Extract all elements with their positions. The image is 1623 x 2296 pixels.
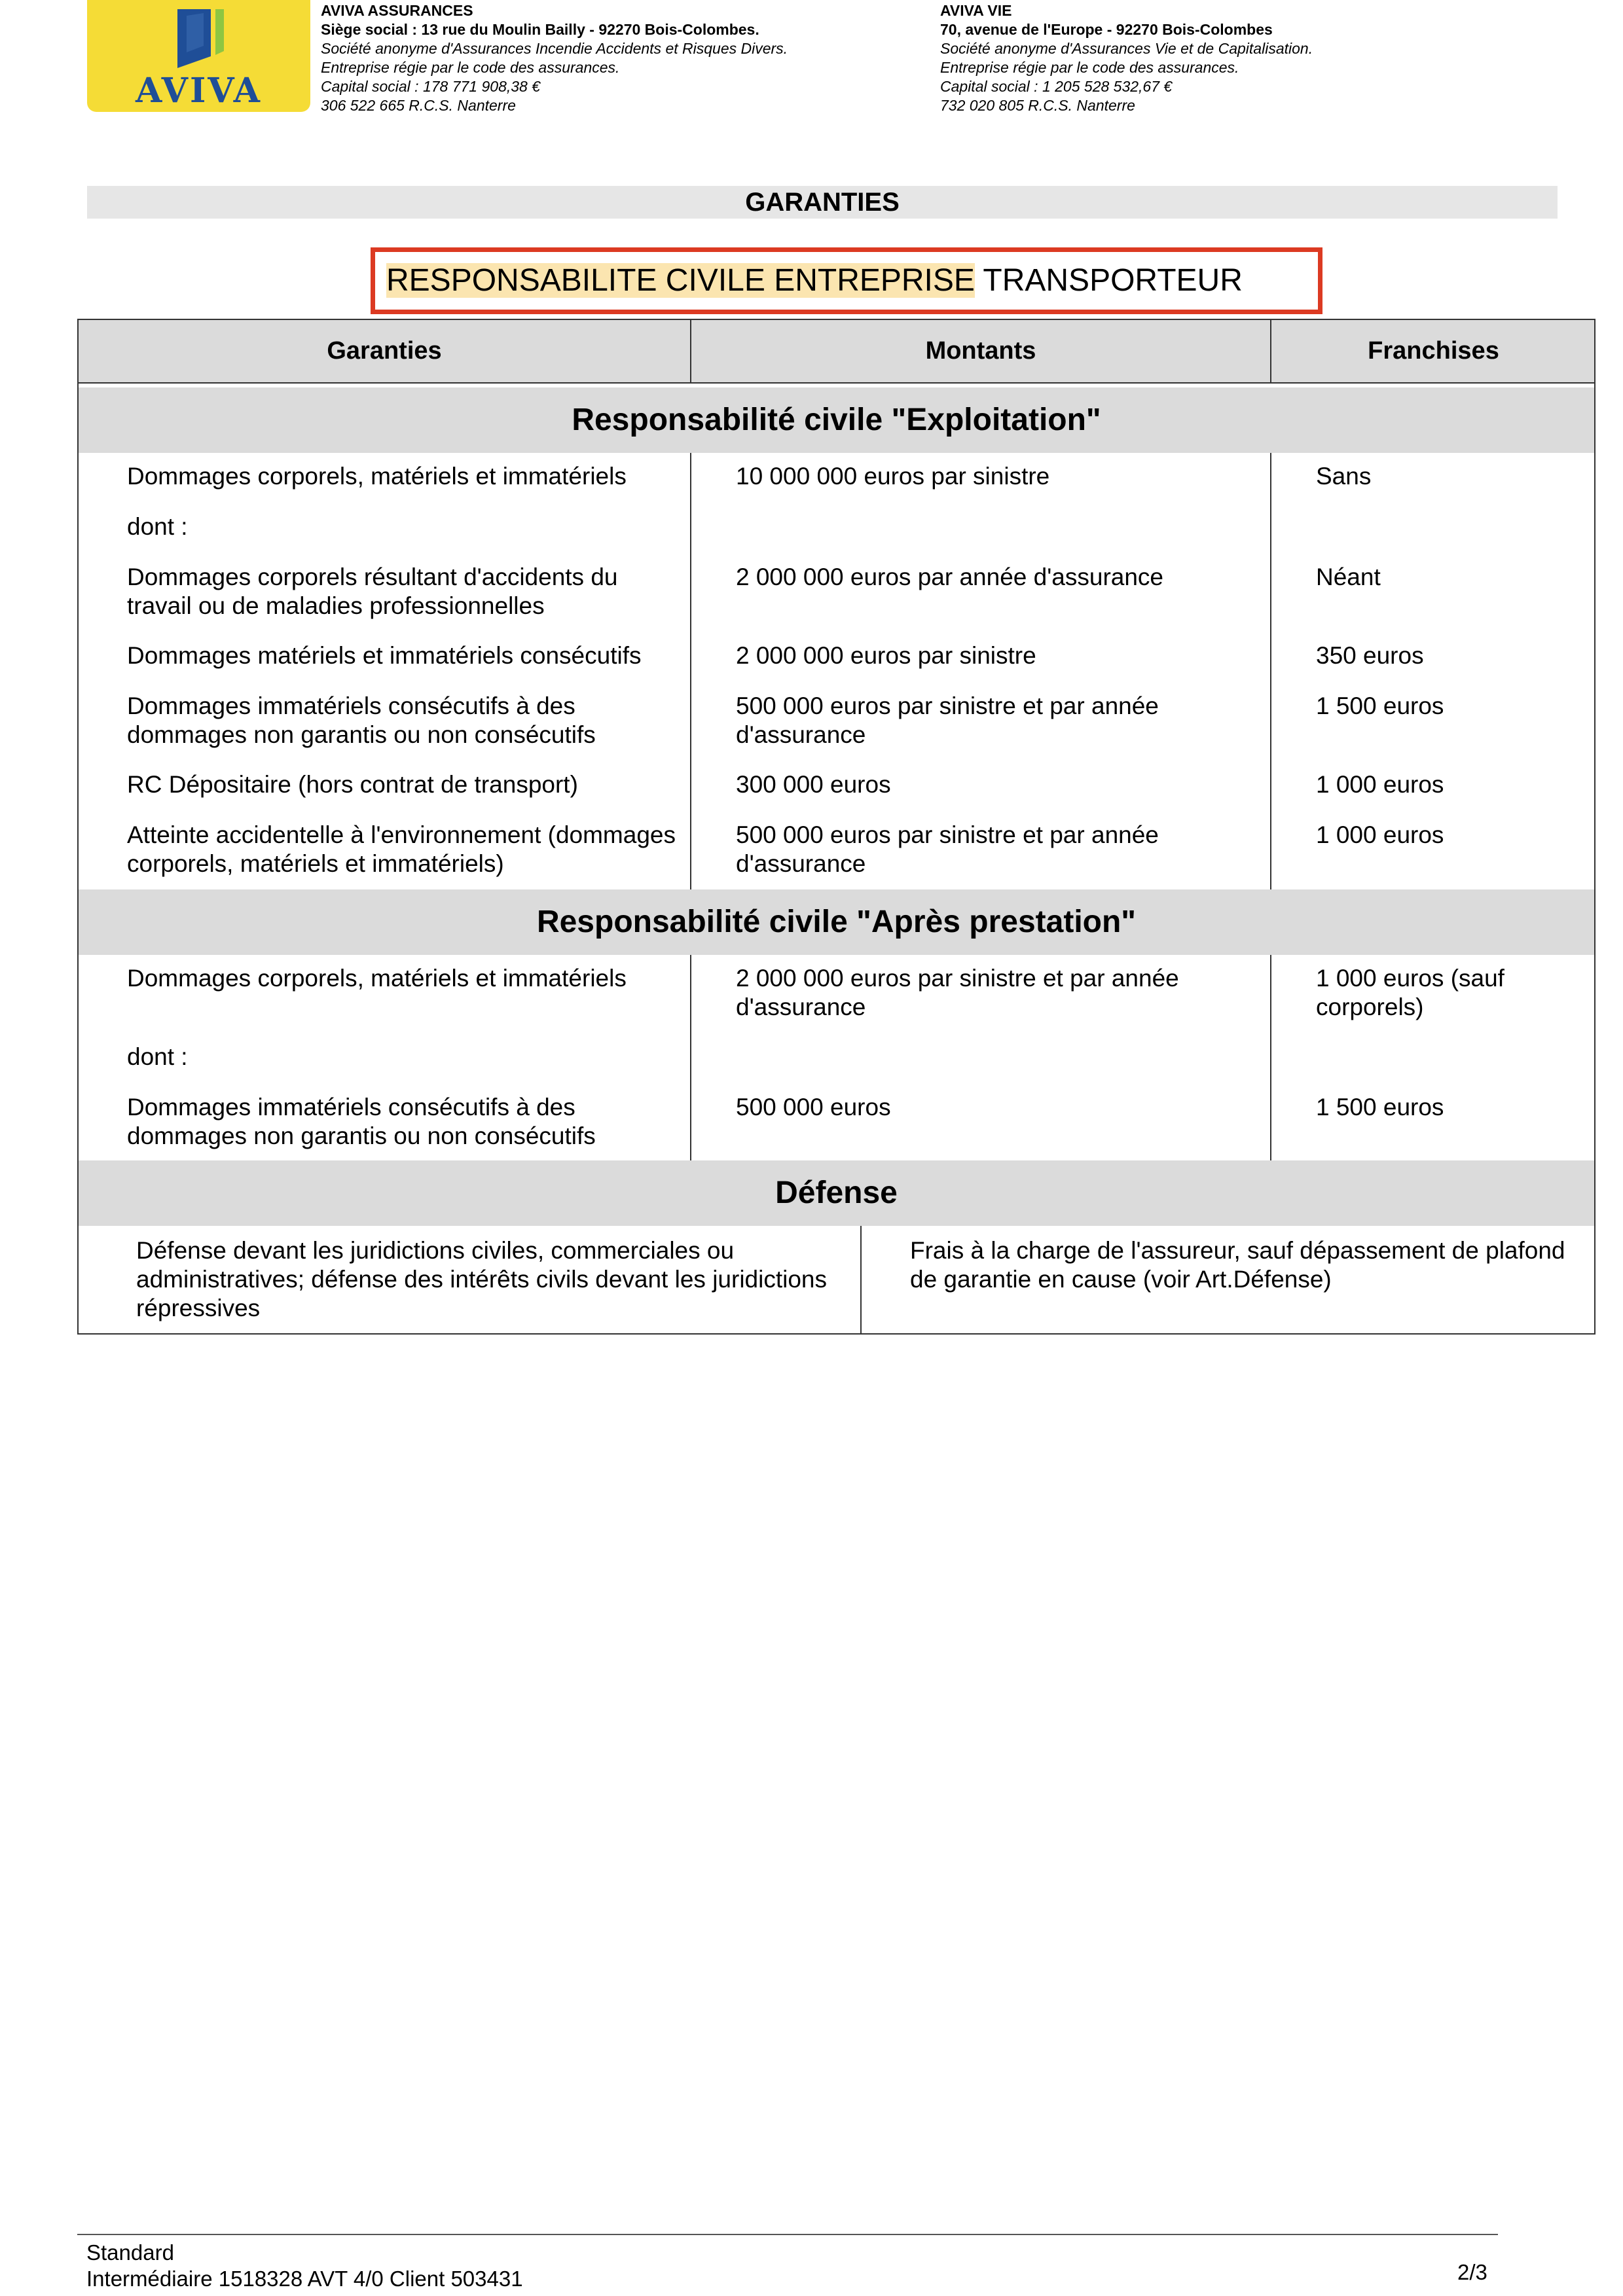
table-row-garantie: Dommages immatériels consécutifs à des dommages non garantis ou non consécutifs [127, 692, 596, 748]
column-header-montants: Montants [925, 337, 1036, 365]
column-header-garanties: Garanties [327, 337, 442, 365]
footer-line-2: Intermédiaire 1518328 AVT 4/0 Client 503431 [86, 2267, 523, 2291]
logo-wordmark: AVIVA [136, 71, 262, 111]
table-row-montant: 500 000 euros [736, 1094, 891, 1121]
company-aviva-vie [940, 1, 1313, 115]
table-row-montant: 10 000 000 euros par sinistre [736, 463, 1050, 490]
footer-line-1: Standard [86, 2240, 174, 2265]
footer-info [86, 2240, 523, 2292]
table-row-garantie: Dommages matériels et immatériels consécutifs [127, 642, 642, 669]
table-row-garantie: Atteinte accidentelle à l'environnement (dommages corporels, matériels et immatériels) [127, 821, 676, 877]
page-title [386, 261, 1243, 300]
table-row-franchise: 1 000 euros [1316, 771, 1444, 798]
section-title-defense: Défense [79, 1160, 1594, 1226]
section-title-exploitation: Responsabilité civile "Exploitation" [79, 387, 1594, 453]
guarantees-table [77, 319, 1596, 1335]
table-row-franchise: Sans [1316, 463, 1372, 490]
company-address: 70, avenue de l'Europe - 92270 Bois-Colombes [940, 21, 1273, 38]
section-heading: GARANTIES [87, 186, 1558, 219]
company-type: Société anonyme d'Assurances Incendie Accidents et Risques Divers. [321, 40, 788, 57]
company-aviva-assurances [321, 1, 788, 115]
table-row-garantie: Dommages immatériels consécutifs à des dommages non garantis ou non consécutifs [127, 1094, 596, 1149]
company-address: Siège social : 13 rue du Moulin Bailly - 92270 Bois-Colombes. [321, 21, 759, 38]
column-divider [1270, 320, 1271, 1226]
page-number: 2/3 [1457, 2260, 1487, 2284]
table-row-montant: 300 000 euros [736, 771, 891, 798]
table-row-franchise: Néant [1316, 564, 1381, 590]
title-highlighted-part: RESPONSABILITE CIVILE ENTREPRISE [386, 263, 975, 298]
table-row-franchise: 1 000 euros (sauf corporels) [1316, 965, 1504, 1020]
table-row-franchise: 350 euros [1316, 642, 1424, 669]
defense-terms: Frais à la charge de l'assureur, sauf dépassement de plafond de garantie en cause (voir Art.Défense) [910, 1237, 1565, 1293]
column-divider [690, 320, 691, 1226]
table-row-garantie: dont : [127, 513, 188, 540]
table-row-franchise: 1 500 euros [1316, 1094, 1444, 1121]
table-row-montant: 2 000 000 euros par année d'assurance [736, 564, 1163, 590]
company-type: Société anonyme d'Assurances Vie et de Capitalisation. [940, 40, 1313, 57]
table-row-montant: 500 000 euros par sinistre et par année d'assurance [736, 821, 1159, 877]
company-rcs: 306 522 665 R.C.S. Nanterre [321, 97, 516, 114]
company-capital: Capital social : 1 205 528 532,67 € [940, 78, 1173, 95]
company-capital: Capital social : 178 771 908,38 € [321, 78, 541, 95]
column-header-franchises: Franchises [1368, 337, 1499, 365]
section-title-apres-prestation: Responsabilité civile "Après prestation" [79, 889, 1594, 955]
table-row-garantie: Dommages corporels résultant d'accidents du travail ou de maladies professionnelles [127, 564, 618, 619]
table-row-montant: 2 000 000 euros par sinistre et par année d'assurance [736, 965, 1179, 1020]
table-row-garantie: Dommages corporels, matériels et immatériels [127, 463, 627, 490]
defense-description: Défense devant les juridictions civiles, commerciales ou administratives; défense des intérêts civils devant les juridictions répressives [136, 1237, 827, 1321]
table-row-franchise: 1 500 euros [1316, 692, 1444, 719]
table-row-montant: 500 000 euros par sinistre et par année d'assurance [736, 692, 1159, 748]
title-rest: TRANSPORTEUR [974, 263, 1243, 298]
company-code: Entreprise régie par le code des assurances. [321, 59, 620, 76]
company-name: AVIVA VIE [940, 2, 1012, 19]
column-divider [860, 1226, 862, 1333]
table-row-montant: 2 000 000 euros par sinistre [736, 642, 1036, 669]
table-row-garantie: dont : [127, 1043, 188, 1070]
table-header [79, 320, 1594, 384]
footer-divider [77, 2234, 1498, 2235]
company-name: AVIVA ASSURANCES [321, 2, 473, 19]
table-row-franchise: 1 000 euros [1316, 821, 1444, 848]
company-rcs: 732 020 805 R.C.S. Nanterre [940, 97, 1135, 114]
company-code: Entreprise régie par le code des assurances. [940, 59, 1239, 76]
table-row-garantie: Dommages corporels, matériels et immatériels [127, 965, 627, 992]
aviva-logo [87, 0, 310, 112]
table-row-garantie: RC Dépositaire (hors contrat de transport) [127, 771, 578, 798]
